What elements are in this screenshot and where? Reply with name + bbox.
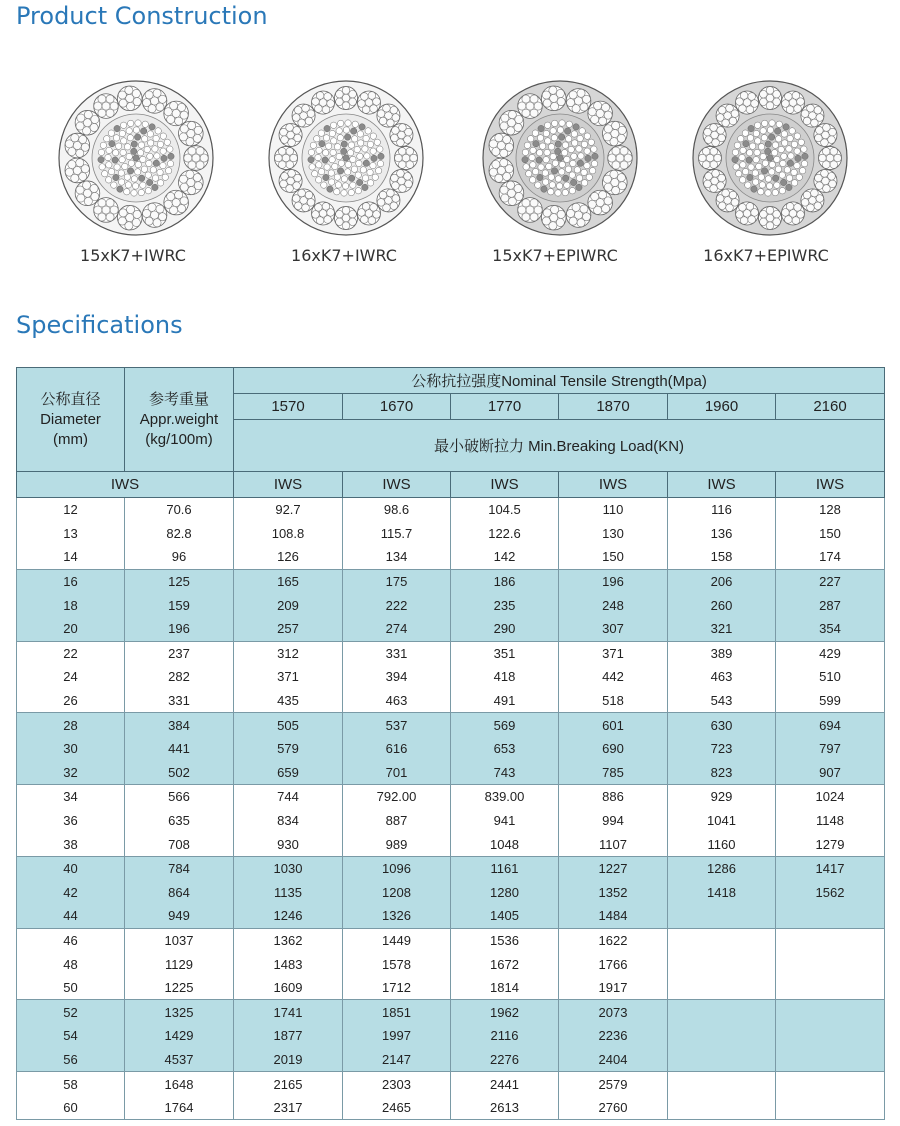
- table-cell: 32: [17, 761, 125, 785]
- table-cell: 1997: [343, 1024, 451, 1048]
- table-cell: 744: [234, 785, 343, 809]
- table-cell: 1877: [234, 1024, 343, 1048]
- table-cell: 1279: [776, 832, 885, 856]
- table-row: [17, 593, 885, 617]
- table-cell: 116: [668, 498, 776, 522]
- table-cell: 418: [451, 665, 559, 689]
- table-cell: 1286: [668, 856, 776, 880]
- table-cell: 331: [125, 689, 234, 713]
- table-cell: 994: [559, 809, 668, 833]
- table-cell: 196: [125, 617, 234, 641]
- table-cell: 38: [17, 832, 125, 856]
- table-cell: 82.8: [125, 522, 234, 546]
- table-cell: [776, 928, 885, 952]
- table-cell: 307: [559, 617, 668, 641]
- table-row: [17, 809, 885, 833]
- table-row: [17, 904, 885, 928]
- header-iws: IWS: [343, 472, 451, 498]
- header-weight: 参考重量 Appr.weight (kg/100m): [125, 368, 234, 472]
- table-cell: 989: [343, 832, 451, 856]
- table-row: [17, 665, 885, 689]
- rope-diagram-1: [56, 78, 216, 238]
- table-cell: 616: [343, 737, 451, 761]
- table-cell: 98.6: [343, 498, 451, 522]
- table-cell: 1712: [343, 976, 451, 1000]
- diagram-label-1: 15xK7+IWRC: [80, 246, 186, 265]
- table-row: [17, 1000, 885, 1024]
- table-cell: 1851: [343, 1000, 451, 1024]
- table-cell: 24: [17, 665, 125, 689]
- table-cell: 2303: [343, 1072, 451, 1096]
- table-cell: 1449: [343, 928, 451, 952]
- header-iws: IWS: [559, 472, 668, 498]
- table-cell: 354: [776, 617, 885, 641]
- table-cell: 518: [559, 689, 668, 713]
- specifications-table-body: [17, 498, 885, 1120]
- table-cell: 13: [17, 522, 125, 546]
- table-row: [17, 641, 885, 665]
- table-cell: 18: [17, 593, 125, 617]
- table-cell: 96: [125, 545, 234, 569]
- table-cell: 599: [776, 689, 885, 713]
- table-cell: 12: [17, 498, 125, 522]
- table-cell: 2147: [343, 1048, 451, 1072]
- table-cell: 743: [451, 761, 559, 785]
- table-cell: 907: [776, 761, 885, 785]
- table-cell: 784: [125, 856, 234, 880]
- table-cell: 312: [234, 641, 343, 665]
- table-cell: 1362: [234, 928, 343, 952]
- table-cell: [668, 904, 776, 928]
- table-cell: 1429: [125, 1024, 234, 1048]
- table-cell: 930: [234, 832, 343, 856]
- table-cell: 505: [234, 713, 343, 737]
- table-cell: 60: [17, 1096, 125, 1120]
- header-iws: IWS: [776, 472, 885, 498]
- table-cell: 1161: [451, 856, 559, 880]
- table-cell: 222: [343, 593, 451, 617]
- table-cell: 1483: [234, 952, 343, 976]
- table-cell: 1041: [668, 809, 776, 833]
- table-cell: 635: [125, 809, 234, 833]
- table-cell: [668, 1072, 776, 1096]
- table-cell: 186: [451, 569, 559, 593]
- table-cell: 28: [17, 713, 125, 737]
- table-cell: 2073: [559, 1000, 668, 1024]
- table-row: [17, 1096, 885, 1120]
- table-cell: 14: [17, 545, 125, 569]
- table-cell: 441: [125, 737, 234, 761]
- table-cell: [776, 1024, 885, 1048]
- table-row: [17, 832, 885, 856]
- table-cell: 108.8: [234, 522, 343, 546]
- table-row: [17, 713, 885, 737]
- table-cell: 134: [343, 545, 451, 569]
- table-cell: 463: [668, 665, 776, 689]
- table-cell: 174: [776, 545, 885, 569]
- table-cell: 1148: [776, 809, 885, 833]
- table-row: [17, 737, 885, 761]
- header-grade-1870: 1870: [559, 394, 668, 420]
- table-cell: 1405: [451, 904, 559, 928]
- table-cell: 1048: [451, 832, 559, 856]
- table-cell: 115.7: [343, 522, 451, 546]
- rope-diagram-3: [480, 78, 640, 238]
- table-cell: 929: [668, 785, 776, 809]
- header-diameter: 公称直径 Diameter (mm): [17, 368, 125, 472]
- table-cell: 227: [776, 569, 885, 593]
- diagram-label-4: 16xK7+EPIWRC: [703, 246, 829, 265]
- table-cell: 2579: [559, 1072, 668, 1096]
- table-row: [17, 522, 885, 546]
- table-cell: 150: [776, 522, 885, 546]
- table-cell: 104.5: [451, 498, 559, 522]
- table-cell: [776, 1096, 885, 1120]
- table-cell: 126: [234, 545, 343, 569]
- table-cell: 371: [234, 665, 343, 689]
- table-cell: 282: [125, 665, 234, 689]
- table-cell: [776, 1000, 885, 1024]
- table-cell: 128: [776, 498, 885, 522]
- table-cell: [668, 976, 776, 1000]
- table-row: [17, 569, 885, 593]
- table-row: [17, 785, 885, 809]
- table-cell: 653: [451, 737, 559, 761]
- table-cell: 384: [125, 713, 234, 737]
- diagram-label-2: 16xK7+IWRC: [291, 246, 397, 265]
- table-cell: 16: [17, 569, 125, 593]
- table-row: [17, 498, 885, 522]
- table-cell: 44: [17, 904, 125, 928]
- table-cell: 630: [668, 713, 776, 737]
- table-cell: 2116: [451, 1024, 559, 1048]
- header-iws: IWS: [668, 472, 776, 498]
- table-cell: 4537: [125, 1048, 234, 1072]
- table-cell: 1672: [451, 952, 559, 976]
- table-cell: 1562: [776, 881, 885, 905]
- table-cell: 2760: [559, 1096, 668, 1120]
- header-iws-weight: IWS: [17, 472, 234, 498]
- table-cell: 1280: [451, 881, 559, 905]
- table-cell: 579: [234, 737, 343, 761]
- table-cell: 1417: [776, 856, 885, 880]
- table-cell: 442: [559, 665, 668, 689]
- table-cell: 54: [17, 1024, 125, 1048]
- table-cell: [776, 1048, 885, 1072]
- table-cell: 463: [343, 689, 451, 713]
- table-cell: 1609: [234, 976, 343, 1000]
- table-row: [17, 1048, 885, 1072]
- table-cell: 435: [234, 689, 343, 713]
- table-cell: 125: [125, 569, 234, 593]
- specifications-table: [16, 367, 885, 1120]
- table-cell: 1129: [125, 952, 234, 976]
- table-cell: 290: [451, 617, 559, 641]
- table-cell: [668, 1048, 776, 1072]
- table-cell: 56: [17, 1048, 125, 1072]
- table-cell: 36: [17, 809, 125, 833]
- table-cell: 723: [668, 737, 776, 761]
- table-cell: 502: [125, 761, 234, 785]
- table-cell: [668, 1000, 776, 1024]
- table-cell: 1160: [668, 832, 776, 856]
- table-cell: 1135: [234, 881, 343, 905]
- rope-diagram-4: [690, 78, 850, 238]
- table-cell: 2276: [451, 1048, 559, 1072]
- table-cell: 1225: [125, 976, 234, 1000]
- table-cell: 1418: [668, 881, 776, 905]
- table-cell: 26: [17, 689, 125, 713]
- table-cell: 2613: [451, 1096, 559, 1120]
- table-row: [17, 976, 885, 1000]
- table-cell: 429: [776, 641, 885, 665]
- table-row: [17, 545, 885, 569]
- table-cell: 52: [17, 1000, 125, 1024]
- header-grade-2160: 2160: [776, 394, 885, 420]
- header-grade-1670: 1670: [343, 394, 451, 420]
- table-cell: 371: [559, 641, 668, 665]
- table-cell: 690: [559, 737, 668, 761]
- table-cell: 537: [343, 713, 451, 737]
- table-cell: 1352: [559, 881, 668, 905]
- header-grade-1960: 1960: [668, 394, 776, 420]
- table-cell: 150: [559, 545, 668, 569]
- table-cell: 248: [559, 593, 668, 617]
- table-cell: 569: [451, 713, 559, 737]
- table-cell: 1024: [776, 785, 885, 809]
- table-cell: 864: [125, 881, 234, 905]
- table-cell: 708: [125, 832, 234, 856]
- table-cell: 235: [451, 593, 559, 617]
- header-tensile-strength: 公称抗拉强度Nominal Tensile Strength(Mpa): [234, 368, 885, 394]
- table-cell: 274: [343, 617, 451, 641]
- table-cell: 834: [234, 809, 343, 833]
- table-cell: 257: [234, 617, 343, 641]
- table-cell: 823: [668, 761, 776, 785]
- table-cell: 130: [559, 522, 668, 546]
- table-cell: 331: [343, 641, 451, 665]
- table-cell: 159: [125, 593, 234, 617]
- table-cell: 694: [776, 713, 885, 737]
- header-iws: IWS: [234, 472, 343, 498]
- header-breaking-load: 最小破断拉力 Min.Breaking Load(KN): [234, 420, 885, 472]
- table-cell: 887: [343, 809, 451, 833]
- table-cell: 20: [17, 617, 125, 641]
- table-cell: 2404: [559, 1048, 668, 1072]
- table-cell: 1096: [343, 856, 451, 880]
- table-cell: 1536: [451, 928, 559, 952]
- table-cell: 1030: [234, 856, 343, 880]
- table-cell: 158: [668, 545, 776, 569]
- table-cell: [776, 1072, 885, 1096]
- table-cell: 260: [668, 593, 776, 617]
- table-cell: 50: [17, 976, 125, 1000]
- section-title-construction: Product Construction: [16, 2, 268, 30]
- table-cell: 949: [125, 904, 234, 928]
- table-cell: 206: [668, 569, 776, 593]
- table-cell: [776, 904, 885, 928]
- table-cell: 30: [17, 737, 125, 761]
- diagram-label-3: 15xK7+EPIWRC: [492, 246, 618, 265]
- table-cell: 1814: [451, 976, 559, 1000]
- header-grade-1770: 1770: [451, 394, 559, 420]
- table-cell: 1764: [125, 1096, 234, 1120]
- table-cell: 1227: [559, 856, 668, 880]
- table-cell: 394: [343, 665, 451, 689]
- table-cell: 1107: [559, 832, 668, 856]
- table-cell: [668, 928, 776, 952]
- table-cell: 175: [343, 569, 451, 593]
- rope-diagram-2: [266, 78, 426, 238]
- table-cell: 510: [776, 665, 885, 689]
- table-row: [17, 881, 885, 905]
- table-cell: 165: [234, 569, 343, 593]
- table-cell: 34: [17, 785, 125, 809]
- table-cell: 601: [559, 713, 668, 737]
- table-cell: 58: [17, 1072, 125, 1096]
- table-cell: 142: [451, 545, 559, 569]
- table-cell: 136: [668, 522, 776, 546]
- table-cell: 70.6: [125, 498, 234, 522]
- table-cell: 1917: [559, 976, 668, 1000]
- table-cell: 2019: [234, 1048, 343, 1072]
- table-cell: 321: [668, 617, 776, 641]
- table-row: [17, 1024, 885, 1048]
- table-cell: 22: [17, 641, 125, 665]
- table-cell: 1766: [559, 952, 668, 976]
- table-cell: [668, 952, 776, 976]
- table-cell: 1622: [559, 928, 668, 952]
- table-cell: 1325: [125, 1000, 234, 1024]
- table-cell: 2441: [451, 1072, 559, 1096]
- table-cell: 1208: [343, 881, 451, 905]
- table-row: [17, 928, 885, 952]
- table-cell: 1962: [451, 1000, 559, 1024]
- table-row: [17, 952, 885, 976]
- table-cell: 839.00: [451, 785, 559, 809]
- table-cell: 1578: [343, 952, 451, 976]
- table-row: [17, 856, 885, 880]
- table-cell: [776, 952, 885, 976]
- table-cell: 42: [17, 881, 125, 905]
- table-cell: 2165: [234, 1072, 343, 1096]
- table-cell: 659: [234, 761, 343, 785]
- header-iws: IWS: [451, 472, 559, 498]
- table-cell: 209: [234, 593, 343, 617]
- table-cell: 792.00: [343, 785, 451, 809]
- table-cell: 48: [17, 952, 125, 976]
- table-cell: 543: [668, 689, 776, 713]
- table-row: [17, 1072, 885, 1096]
- table-cell: 1326: [343, 904, 451, 928]
- table-cell: 491: [451, 689, 559, 713]
- table-cell: 886: [559, 785, 668, 809]
- table-cell: 2236: [559, 1024, 668, 1048]
- table-cell: 1484: [559, 904, 668, 928]
- header-grade-1570: 1570: [234, 394, 343, 420]
- table-cell: 40: [17, 856, 125, 880]
- table-cell: 92.7: [234, 498, 343, 522]
- table-cell: 797: [776, 737, 885, 761]
- table-cell: 1741: [234, 1000, 343, 1024]
- table-cell: 2317: [234, 1096, 343, 1120]
- table-row: [17, 689, 885, 713]
- table-cell: 1246: [234, 904, 343, 928]
- table-cell: 1037: [125, 928, 234, 952]
- table-cell: 2465: [343, 1096, 451, 1120]
- table-cell: [776, 976, 885, 1000]
- table-cell: [668, 1096, 776, 1120]
- table-cell: 941: [451, 809, 559, 833]
- table-cell: 196: [559, 569, 668, 593]
- table-cell: 237: [125, 641, 234, 665]
- table-cell: 122.6: [451, 522, 559, 546]
- table-cell: 351: [451, 641, 559, 665]
- table-cell: 785: [559, 761, 668, 785]
- table-cell: 1648: [125, 1072, 234, 1096]
- table-cell: 389: [668, 641, 776, 665]
- table-cell: 110: [559, 498, 668, 522]
- table-row: [17, 761, 885, 785]
- table-cell: 287: [776, 593, 885, 617]
- table-row: [17, 617, 885, 641]
- table-cell: 46: [17, 928, 125, 952]
- section-title-specifications: Specifications: [16, 311, 183, 339]
- table-cell: 566: [125, 785, 234, 809]
- table-cell: 701: [343, 761, 451, 785]
- table-cell: [668, 1024, 776, 1048]
